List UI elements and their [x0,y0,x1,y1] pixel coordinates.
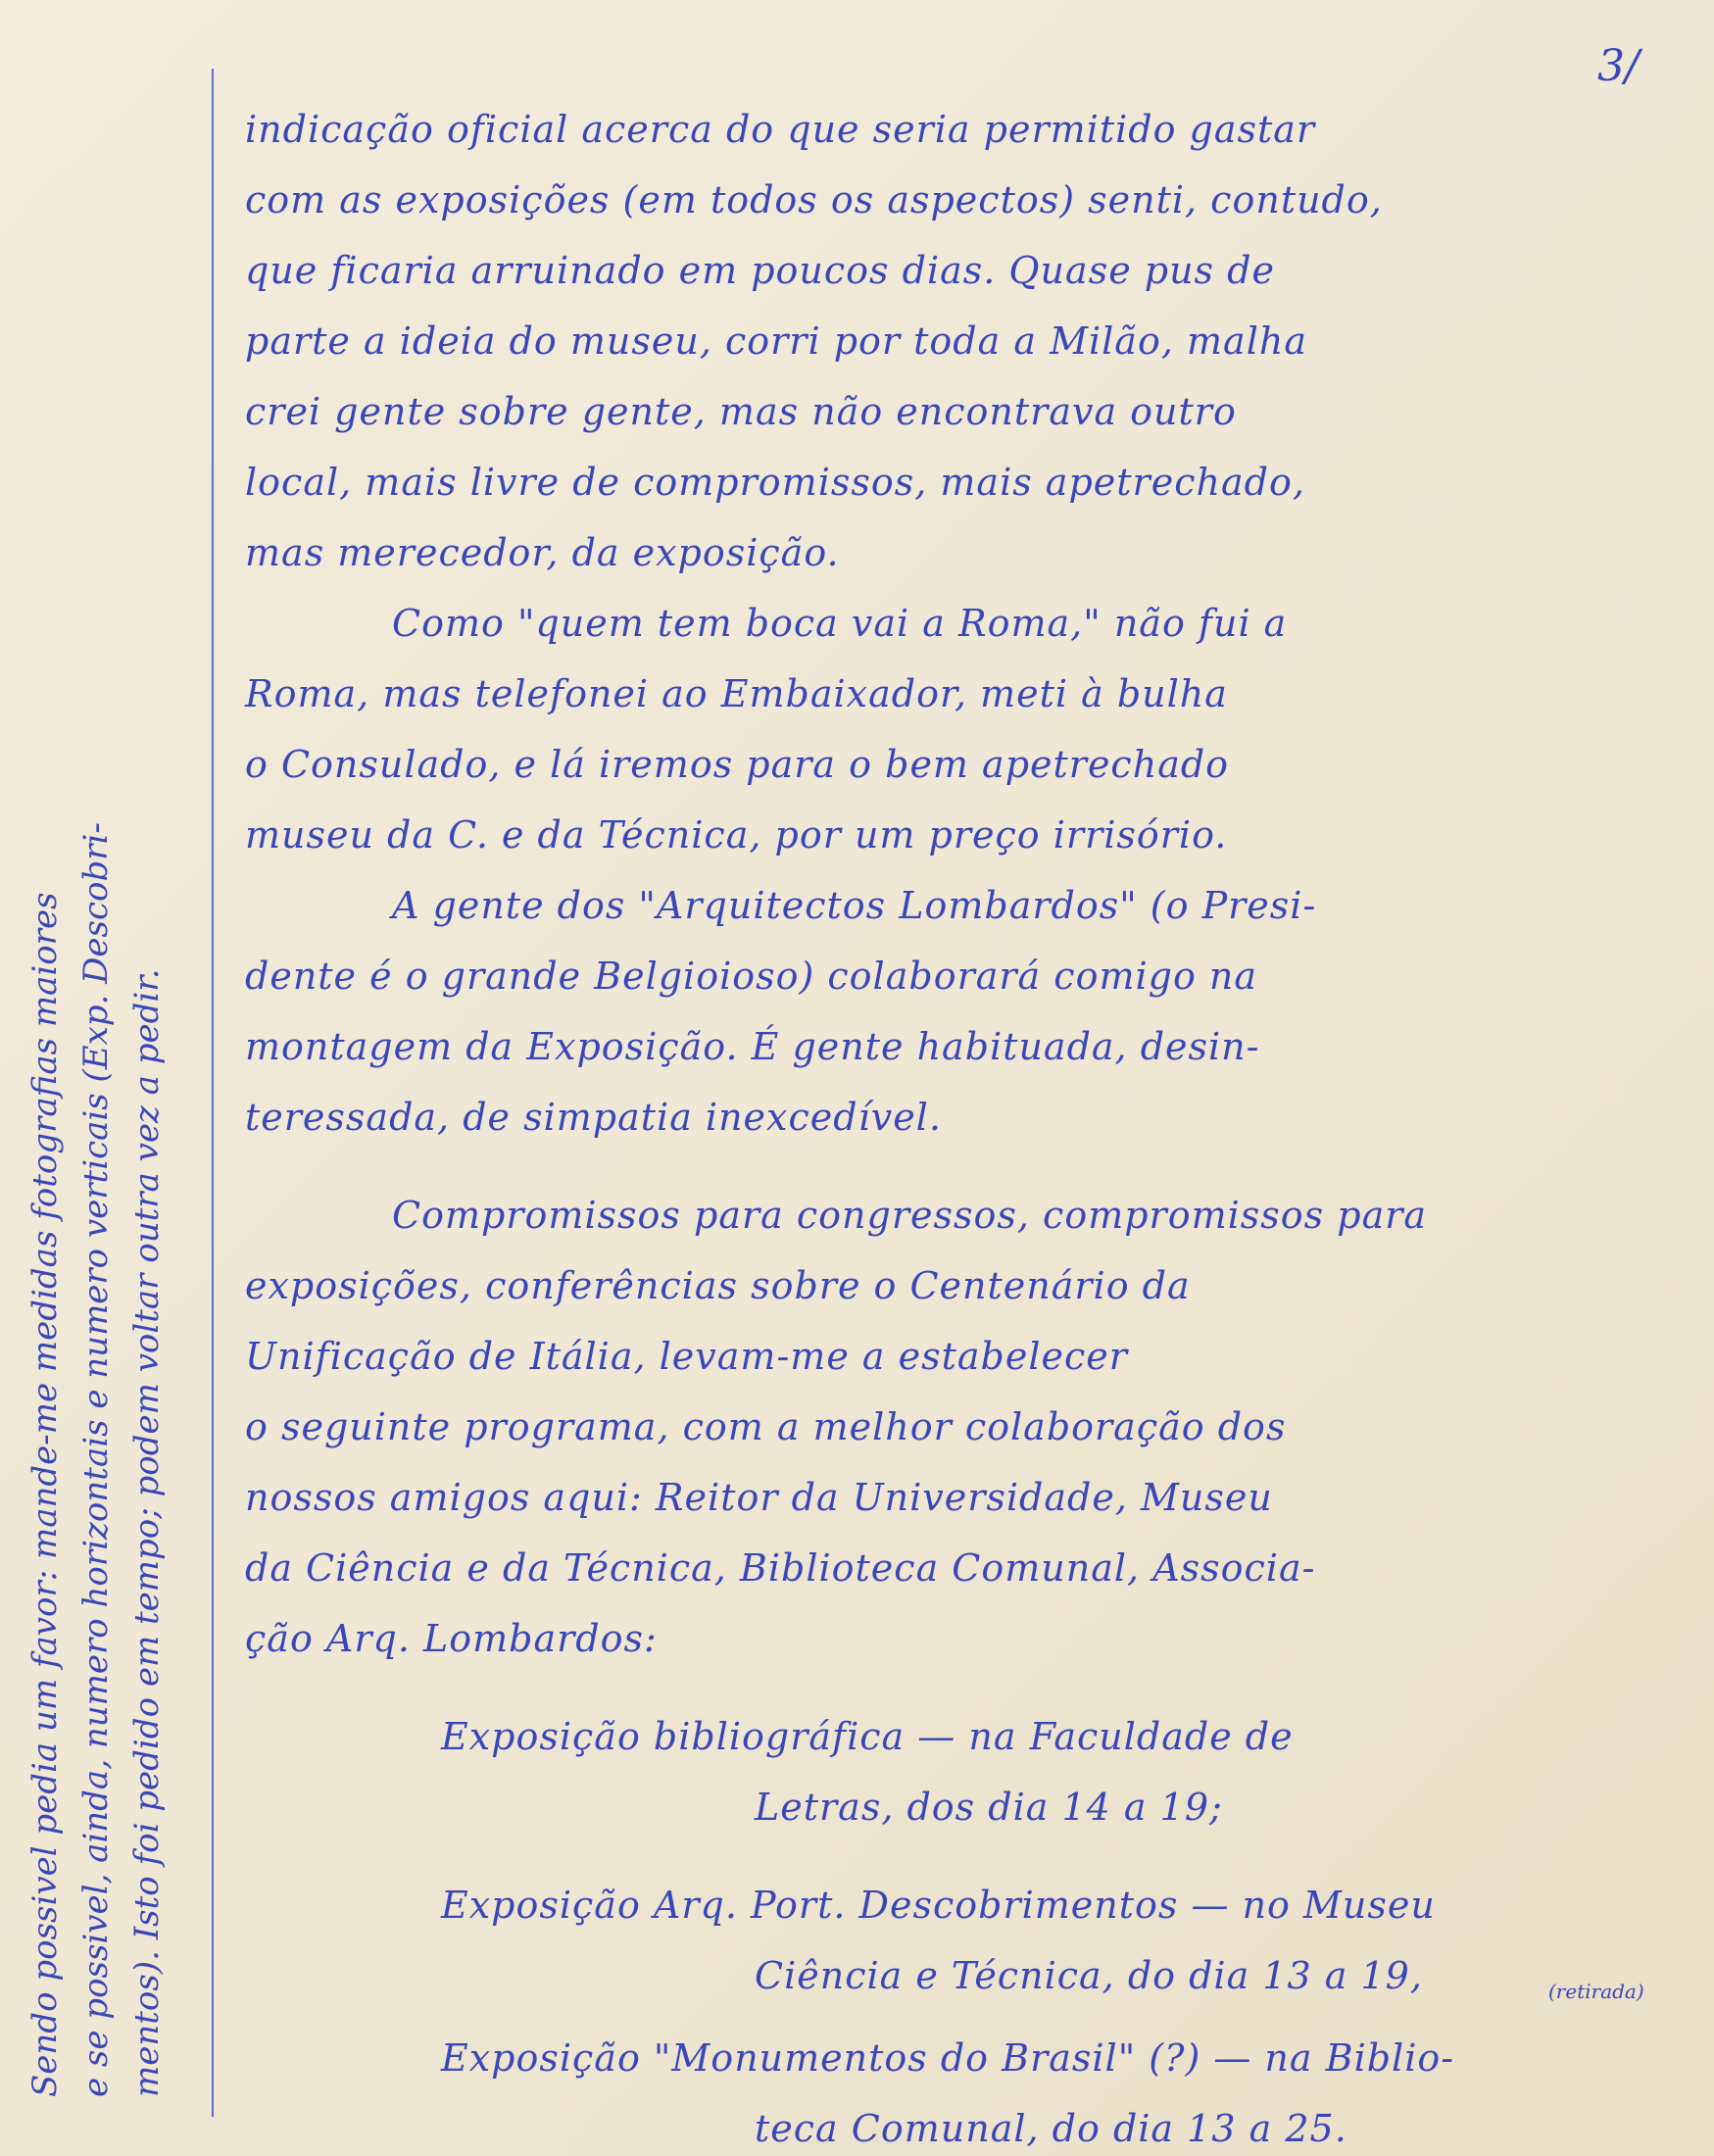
page-number: 3/ [1597,41,1640,91]
text-line: ção Arq. Lombardos: [245,1617,658,1660]
schedule-list [245,1701,1676,2156]
paragraph [245,588,1676,870]
text-line: local, mais livre de compromissos, mais apetrechado, [245,461,1305,504]
text-line: da Ciência e da Técnica, Biblioteca Comunal, Associa- [245,1546,1316,1590]
text-line: indicação oficial acerca do que seria permitido gastar [245,108,1316,151]
margin-note-line: Sendo possivel pedia um favor: mande-me medidas fotografias maiores [25,892,65,2097]
text-line: dente é o grande Belgioioso) colaborará comigo na [245,955,1258,998]
margin-note [20,59,225,2097]
text-line: parte a ideia do museu, corri por toda a Milão, malha [245,319,1307,363]
text-line: crei gente sobre gente, mas não encontrava outro [245,390,1237,433]
text-line: Como "quem tem boca vai a Roma," não fui a [392,602,1288,645]
text-line: com as exposições (em todos os aspectos) senti, contudo, [245,178,1383,221]
text-line: museu da C. e da Técnica, por um preço irrisório. [245,813,1228,857]
text-line: mas merecedor, da exposição. [245,531,840,574]
schedule-item [245,1701,1676,1842]
text-line: o seguinte programa, com a melhor colaboração dos [245,1405,1287,1448]
text-line: nossos amigos aqui: Reitor da Universidade, Museu [245,1476,1273,1519]
text-line: exposições, conferências sobre o Centenário da [245,1264,1191,1307]
paragraph [245,94,1676,588]
text-line: teressada, de simpatia inexcedível. [245,1096,942,1139]
text-line: o Consulado, e lá iremos para o bem apetrechado [245,743,1230,786]
text-line: que ficaria arruinado em poucos dias. Quase pus de [245,249,1275,292]
paragraph-gap [245,1674,1676,1701]
margin-note-line: e se possivel, ainda, numero horizontais e numero verticais (Exp. Descobri- [76,822,116,2097]
schedule-item [245,2023,1676,2156]
text-line: A gente dos "Arquitectos Lombardos" (o Presi- [392,884,1317,927]
text-line: montagem da Exposição. É gente habituada, desin- [245,1025,1260,1068]
schedule-title: Exposição Arq. Port. Descobrimentos — no Museu [441,1884,1436,1927]
schedule-item [245,1870,1676,2011]
text-line: Roma, mas telefonei ao Embaixador, meti à bulha [245,672,1228,715]
margin-note-line: mentos). Isto foi pedido em tempo; podem voltar outra vez a pedir. [127,968,167,2097]
paragraph [245,870,1676,1152]
schedule-detail: Letras, dos dia 14 a 19; [755,1786,1223,1829]
schedule-aside-note: (retirada) [1548,1980,1644,2003]
text-line: Unificação de Itália, levam-me a estabelecer [245,1335,1128,1378]
schedule-title: Exposição "Monumentos do Brasil" (?) — na Biblio- [441,2036,1455,2080]
paragraph-gap [245,1152,1676,1180]
schedule-title: Exposição bibliográfica — na Faculdade de [441,1715,1294,1758]
schedule-detail: teca Comunal, do dia 13 a 25. [755,2107,1347,2150]
schedule-detail: Ciência e Técnica, do dia 13 a 19, [755,1954,1423,1997]
paragraph [245,1180,1676,1674]
schedule-gap [245,1842,1676,1870]
letter-body [245,94,1676,2156]
text-line: Compromissos para congressos, compromissos para [392,1194,1428,1237]
